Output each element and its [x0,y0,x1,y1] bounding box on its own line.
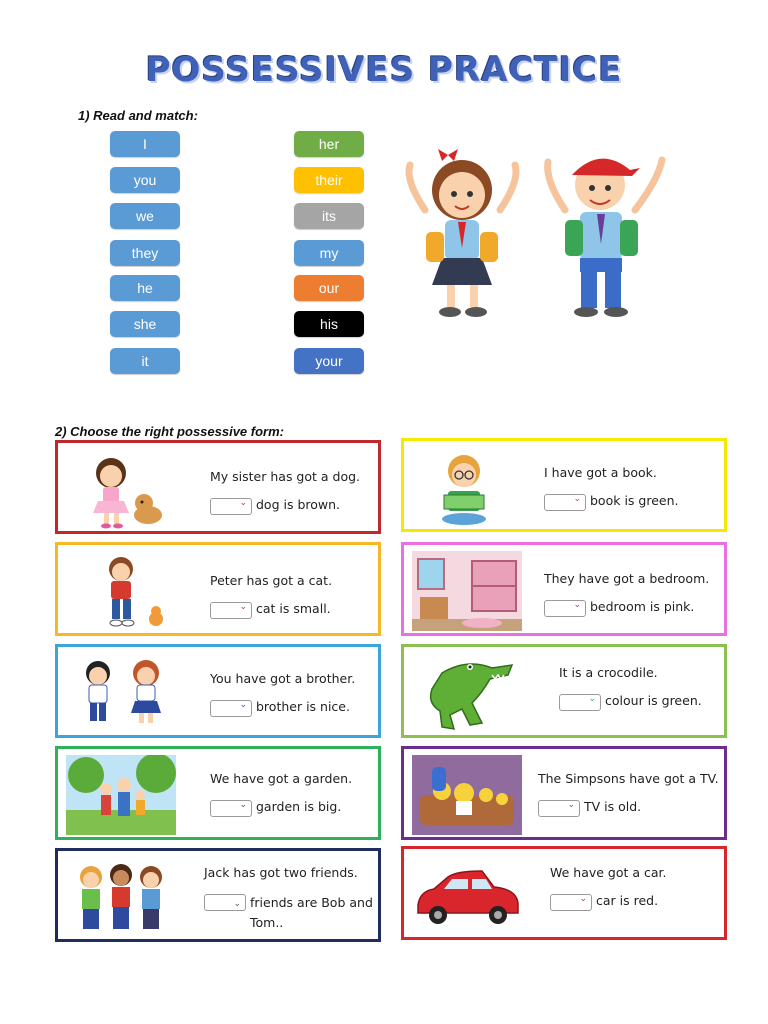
boy-with-cat-icon [66,551,176,631]
sentence-two: book is green. [590,493,679,508]
sentence-one: We have got a garden. [210,771,353,786]
pronoun-pill-he[interactable]: he [110,275,180,301]
chevron-down-icon: ⌄ [579,894,587,904]
pronoun-pill-i[interactable]: I [110,131,180,157]
sentence-two: garden is big. [256,799,342,814]
crocodile-icon [412,653,522,733]
possessive-pill-her[interactable]: her [294,131,364,157]
possessive-pill-its[interactable]: its [294,203,364,229]
chevron-down-icon: ⌄ [239,602,247,612]
sentence-one: They have got a bedroom. [544,571,710,586]
sentence-one: The Simpsons have got a TV. [538,771,719,786]
bedroom-icon [412,551,522,631]
exercise-card [55,542,381,636]
sentence-two: TV is old. [584,799,642,814]
possessive-dropdown[interactable] [544,494,586,511]
worksheet-title: POSSESSIVES PRACTICE [145,50,623,90]
chevron-down-icon: ⌄ [239,700,247,710]
boy-figure [548,159,662,317]
sentence-two: friends are Bob and Tom.. [250,895,373,930]
possessive-dropdown[interactable] [210,498,252,515]
possessive-pill-your[interactable]: your [294,348,364,374]
sentence-two: colour is green. [605,693,702,708]
kids-illustration [400,140,680,325]
possessive-pill-their[interactable]: their [294,167,364,193]
possessive-pill-our[interactable]: our [294,275,364,301]
sentence-one: My sister has got a dog. [210,469,361,484]
sentence-one: It is a crocodile. [559,665,658,680]
pronoun-pill-you[interactable]: you [110,167,180,193]
girl-with-dog-icon [66,449,176,529]
girl-figure [409,149,516,317]
section1-heading: 1) Read and match: [78,108,198,123]
sentence-one: We have got a car. [550,865,667,880]
chevron-down-icon: ⌄ [567,800,575,810]
possessive-dropdown[interactable] [544,600,586,617]
sentence-two: bedroom is pink. [590,599,695,614]
three-boys-icon [66,857,176,937]
pronoun-pill-she[interactable]: she [110,311,180,337]
section2-heading: 2) Choose the right possessive form: [55,424,284,439]
chevron-down-icon: ⌄ [239,800,247,810]
sentence-two: brother is nice. [256,699,350,714]
sentence-one: Jack has got two friends. [204,865,358,880]
sentence-two: cat is small. [256,601,331,616]
possessive-pill-his[interactable]: his [294,311,364,337]
sentence-two: car is red. [596,893,659,908]
exercise-card [401,746,727,840]
possessive-dropdown[interactable] [210,700,252,717]
possessive-dropdown[interactable] [210,800,252,817]
simpsons-family-icon [412,755,522,835]
chevron-down-icon: ⌄ [239,498,247,508]
possessive-dropdown[interactable] [550,894,592,911]
exercise-card [401,846,727,940]
boy-reading-book-icon [412,447,522,527]
chevron-down-icon: ⌄ [573,600,581,610]
exercise-card [55,746,381,840]
sentence-one: Peter has got a cat. [210,573,333,588]
red-car-icon [412,855,522,935]
possessive-dropdown[interactable] [559,694,601,711]
chevron-down-icon: ⌄ [233,899,241,909]
possessive-pill-my[interactable]: my [294,240,364,266]
exercise-card [401,644,727,738]
possessive-dropdown[interactable] [538,800,580,817]
possessive-dropdown[interactable] [210,602,252,619]
exercise-card [55,848,381,942]
exercise-card [55,644,381,738]
pronoun-pill-they[interactable]: they [110,240,180,266]
exercise-card [55,440,381,534]
family-in-garden-icon [66,755,176,835]
chevron-down-icon: ⌄ [573,494,581,504]
possessive-dropdown[interactable] [204,894,246,911]
chevron-down-icon: ⌄ [588,694,596,704]
sentence-one: I have got a book. [544,465,657,480]
pronoun-pill-we[interactable]: we [110,203,180,229]
exercise-card [401,438,727,532]
sentence-one: You have got a brother. [210,671,356,686]
exercise-card [401,542,727,636]
pronoun-pill-it[interactable]: it [110,348,180,374]
boy-and-girl-icon [66,653,176,733]
sentence-two: dog is brown. [256,497,341,512]
